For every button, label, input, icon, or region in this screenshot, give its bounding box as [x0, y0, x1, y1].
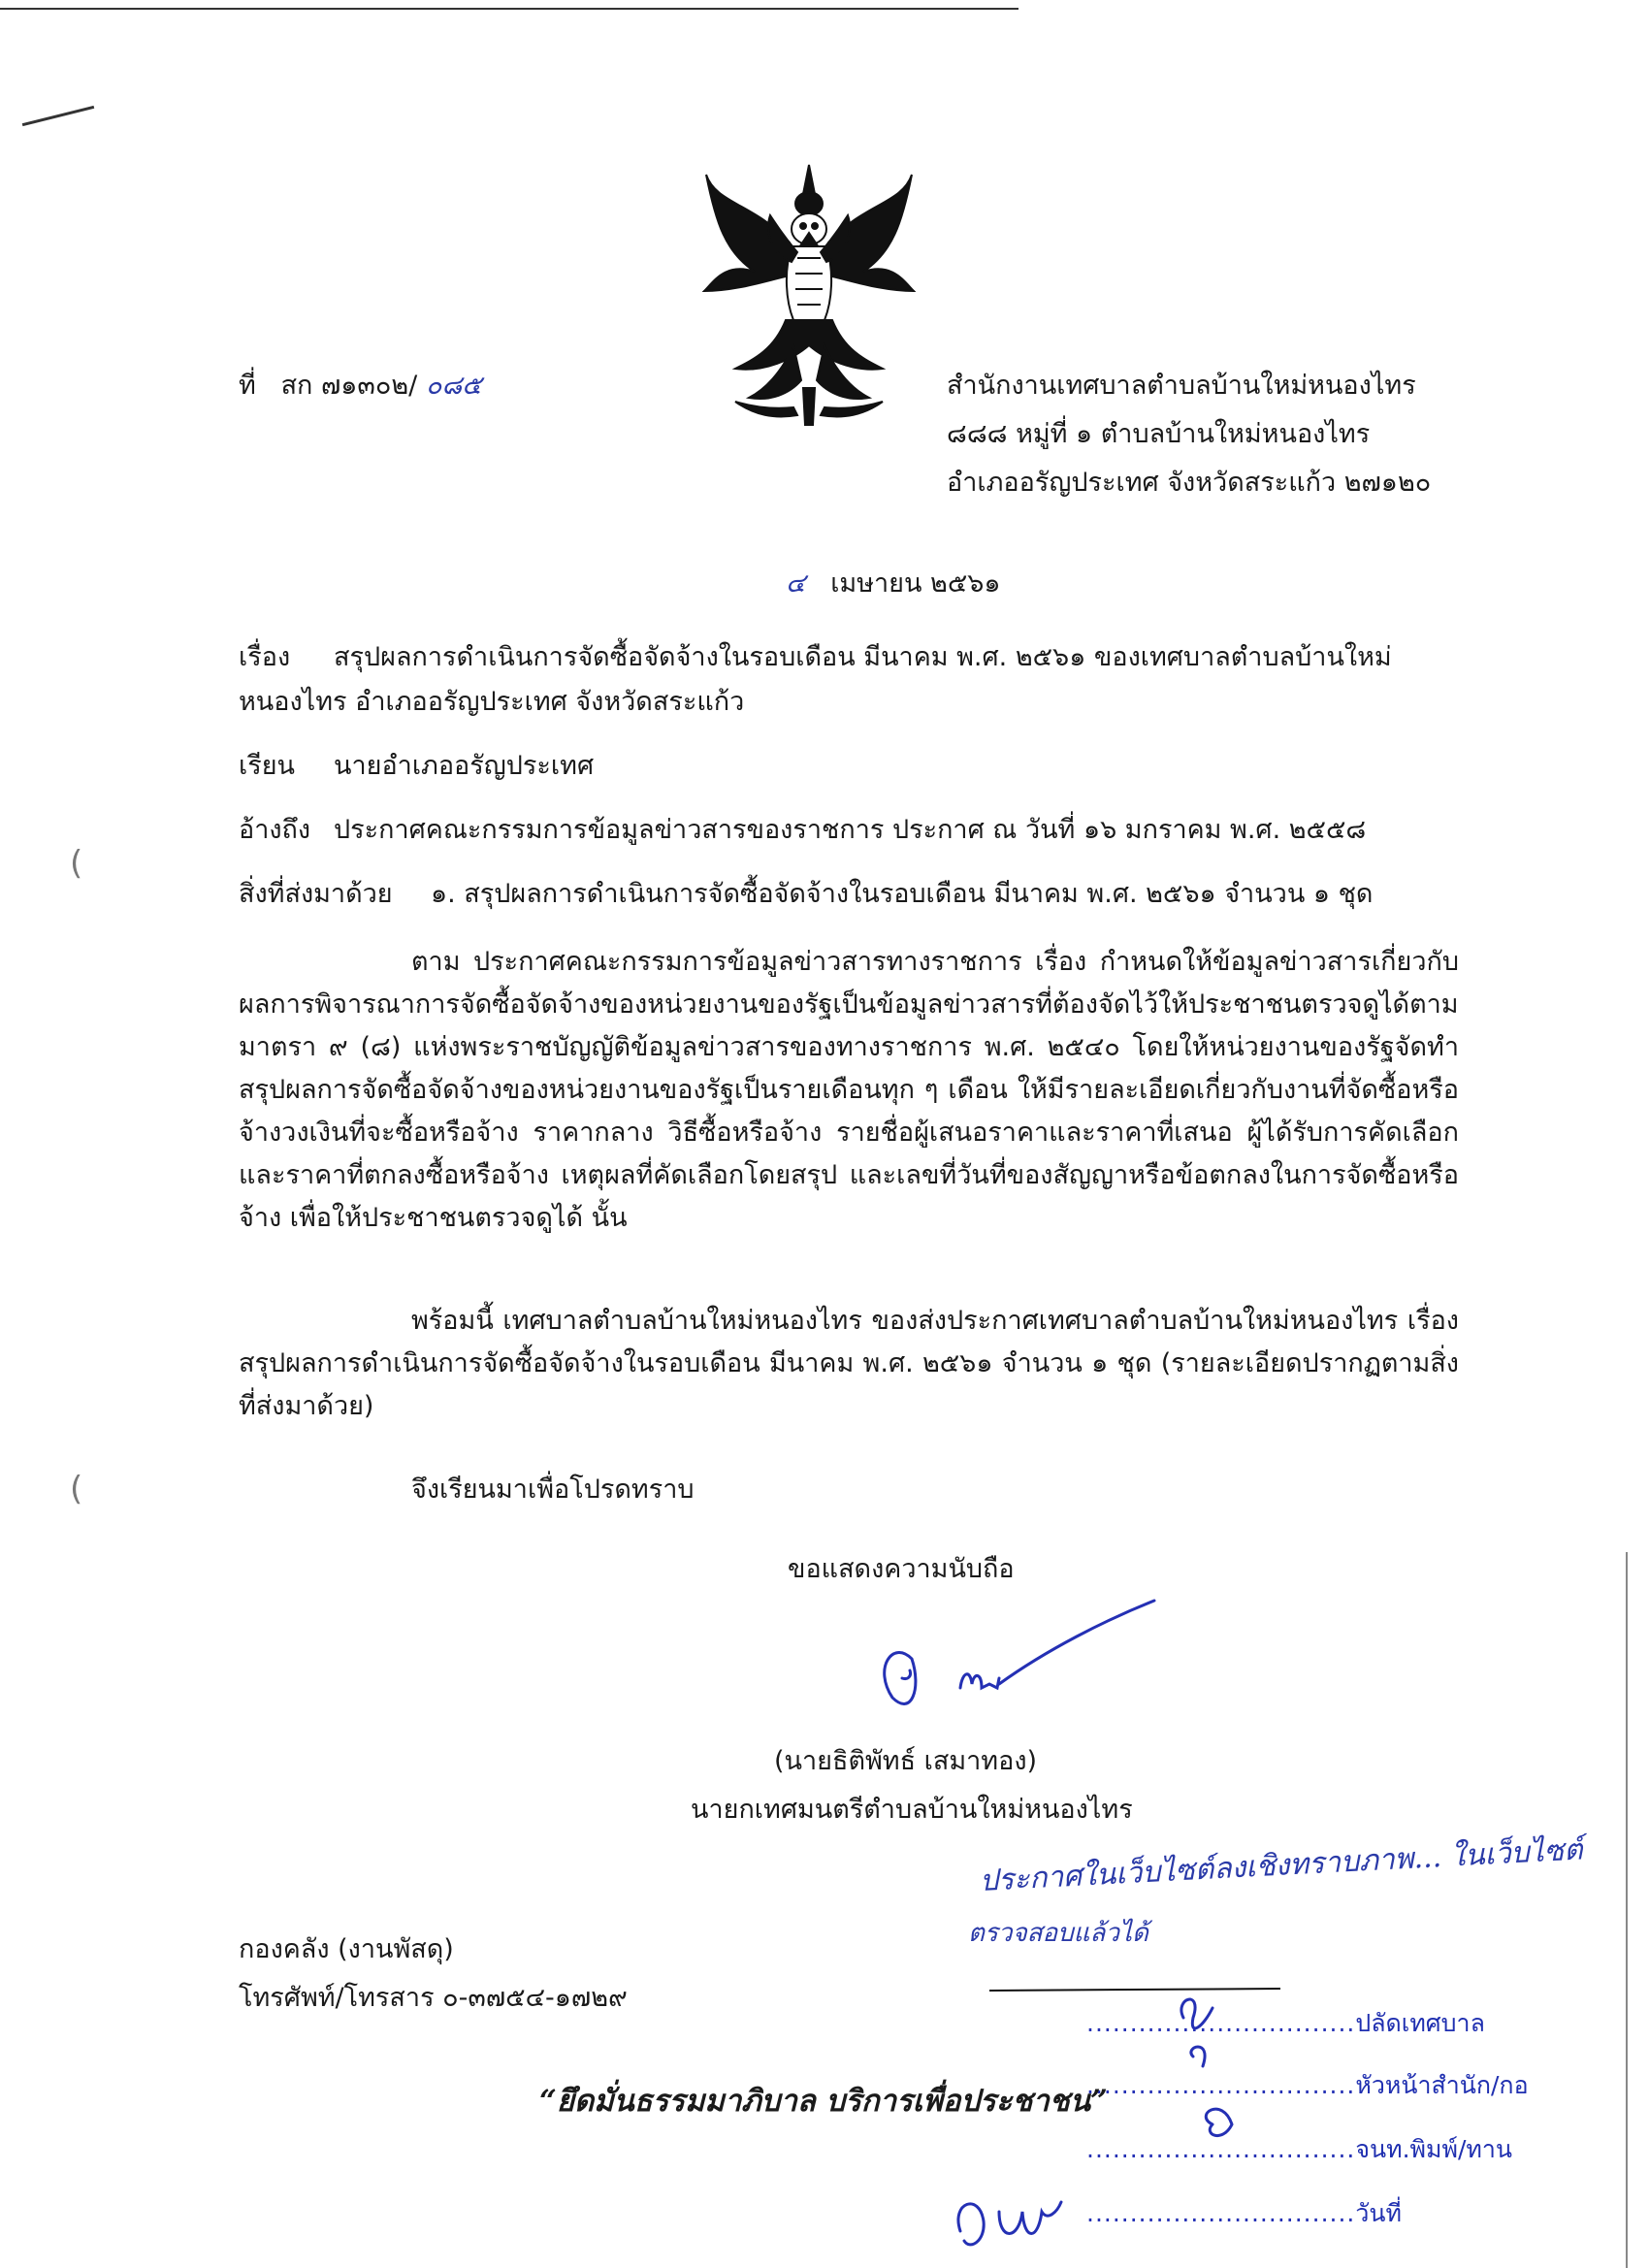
scan-edge-right: [1626, 1552, 1628, 2268]
punch-hole-mark-2: (: [70, 1470, 83, 1508]
scan-stroke: [22, 106, 94, 126]
signer-title: นายกเทศมนตรีตำบลบ้านใหม่หนองไทร: [691, 1795, 1133, 1825]
department: กองคลัง (งานพัสดุ): [239, 1934, 454, 1964]
routing-label-1: ปลัดเทศบาล: [1355, 2009, 1485, 2037]
signature-scribble: [854, 1591, 1183, 1727]
subject-label: เรื่อง: [239, 642, 291, 672]
handwritten-note-line-2: ตรวจสอบแล้วได้: [968, 1919, 1148, 1948]
routing-label-2: หัวหน้าสำนัก/กอ: [1355, 2071, 1529, 2099]
routing-row-4: ...............................วันที่: [1086, 2199, 1402, 2227]
reference-number: [239, 367, 482, 405]
reference-doc-label: อ้างถึง: [239, 815, 311, 845]
subject-line-1: สรุปผลการดำเนินการจัดซื้อจัดจ้างในรอบเดือน มีนาคม พ.ศ. ๒๕๖๑ ของเทศบาลตำบลบ้านใหม่: [334, 642, 1392, 672]
routing-initials: [1154, 1979, 1271, 2173]
bottom-initials-scribble: [941, 2173, 1077, 2260]
phone-fax: โทรศัพท์/โทรสาร ๐-๓๗๕๔-๑๗๒๙: [239, 1983, 628, 2013]
ref-number: สก ๗๑๓๐๒/: [280, 371, 418, 401]
enclosure-value: ๑. สรุปผลการดำเนินการจัดซื้อจัดจ้างในรอบเดือน มีนาคม พ.ศ. ๒๕๖๑ จำนวน ๑ ชุด: [431, 879, 1374, 909]
signer-name: (นายธิติพัทธ์ เสมาทอง): [774, 1746, 1038, 1776]
sender-address-line-2: ๘๘๘ หมู่ที่ ๑ ตำบลบ้านใหม่หนองไทร: [947, 419, 1371, 449]
ref-label: ที่: [239, 371, 256, 401]
sender-address-line-3: อำเภออรัญประเทศ จังหวัดสระแก้ว ๒๗๑๒๐: [947, 468, 1432, 498]
garuda-emblem-icon: [696, 165, 922, 429]
paragraph-1-text: ตาม ประกาศคณะกรรมการข้อมูลข่าวสารทางราชการ เรื่อง กำหนดให้ข้อมูลข่าวสารเกี่ยวกับผลการพิจารณาการจัดซื้อจัดจ้างของหน่วยงานของรัฐเป็นข้อมูลข่าวสารที่ต้องจัดไว้ให้ประชาชนตรวจดูได้ตามมาตรา ๙ (๘) แห่งพระราชบัญญัติข้อมูลข่าวสารของทางราชการ พ.ศ. ๒๕๔๐ โดยให้หน่วยงานของรัฐจัดทำสรุปผลการจัดซื้อจัดจ้างของหน่วยงานของรัฐเป็นรายเดือนทุก ๆ เดือน ให้มีรายละเอียดเกี่ยวกับงานที่จัดซื้อหรือจ้างวงเงินที่จะซื้อหรือจ้าง ราคากลาง วิธีซื้อหรือจ้าง รายชื่อผู้เสนอราคาและราคาที่เสนอ ผู้ได้รับการคัดเลือกและราคาที่ตกลงซื้อหรือจ้าง เหตุผลที่คัดเลือกโดยสรุป และเลขที่วันที่ของสัญญาหรือข้อตกลงในการจัดซื้อหรือจ้าง เพื่อให้ประชาชนตรวจดูได้ นั้น: [239, 947, 1459, 1233]
closing-request: จึงเรียนมาเพื่อโปรดทราบ: [411, 1474, 695, 1505]
paragraph-2-text: พร้อมนี้ เทศบาลตำบลบ้านใหม่หนองไทร ของส่งประกาศเทศบาลตำบลบ้านใหม่หนองไทร เรื่อง สรุปผลการดำเนินการจัดซื้อจัดจ้างในรอบเดือน มีนาคม พ.ศ. ๒๕๖๑ จำนวน ๑ ชุด (รายละเอียดปรากฏตามสิ่งที่ส่งมาด้วย): [239, 1306, 1459, 1421]
ref-handwritten: ๐๘๕: [425, 371, 482, 401]
reference-doc-value: ประกาศคณะกรรมการข้อมูลข่าวสารของราชการ ประกาศ ณ วันที่ ๑๖ มกราคม พ.ศ. ๒๕๕๘: [334, 815, 1367, 845]
body-paragraph-1: [239, 941, 1459, 1240]
routing-row-2: ...............................หัวหน้าสำนัก/กอ: [1086, 2071, 1529, 2099]
letter-date: [786, 565, 1001, 603]
date-month-year: เมษายน ๒๕๖๑: [830, 568, 1001, 599]
punch-hole-mark-1: (: [70, 844, 83, 883]
body-paragraph-2: [239, 1300, 1459, 1428]
scan-edge-top: [0, 8, 1018, 10]
salutation: ขอแสดงความนับถือ: [788, 1554, 1015, 1584]
routing-row-1: ...............................ปลัดเทศบาล: [1086, 2009, 1485, 2037]
routing-row-3: ...............................จนท.พิมพ์/ทาน: [1086, 2135, 1512, 2163]
to-value: นายอำเภออรัญประเทศ: [334, 751, 595, 781]
to-label: เรียน: [239, 751, 296, 781]
routing-label-3: จนท.พิมพ์/ทาน: [1355, 2135, 1512, 2163]
date-day-handwritten: ๔: [786, 568, 806, 599]
handwritten-note-line-1: ประกาศในเว็บไซต์ลงเชิงทราบภาพ... ในเว็บไซต์: [979, 1832, 1584, 1898]
motto: “ยึดมั่นธรรมมาภิบาล บริการเพื่อประชาชน”: [539, 2084, 1108, 2119]
routing-label-4: วันที่: [1355, 2199, 1402, 2227]
subject-line-2: หนองไทร อำเภออรัญประเทศ จังหวัดสระแก้ว: [239, 687, 745, 717]
enclosure-label: สิ่งที่ส่งมาด้วย: [239, 879, 393, 909]
sender-address-line-1: สำนักงานเทศบาลตำบลบ้านใหม่หนองไทร: [947, 371, 1416, 401]
